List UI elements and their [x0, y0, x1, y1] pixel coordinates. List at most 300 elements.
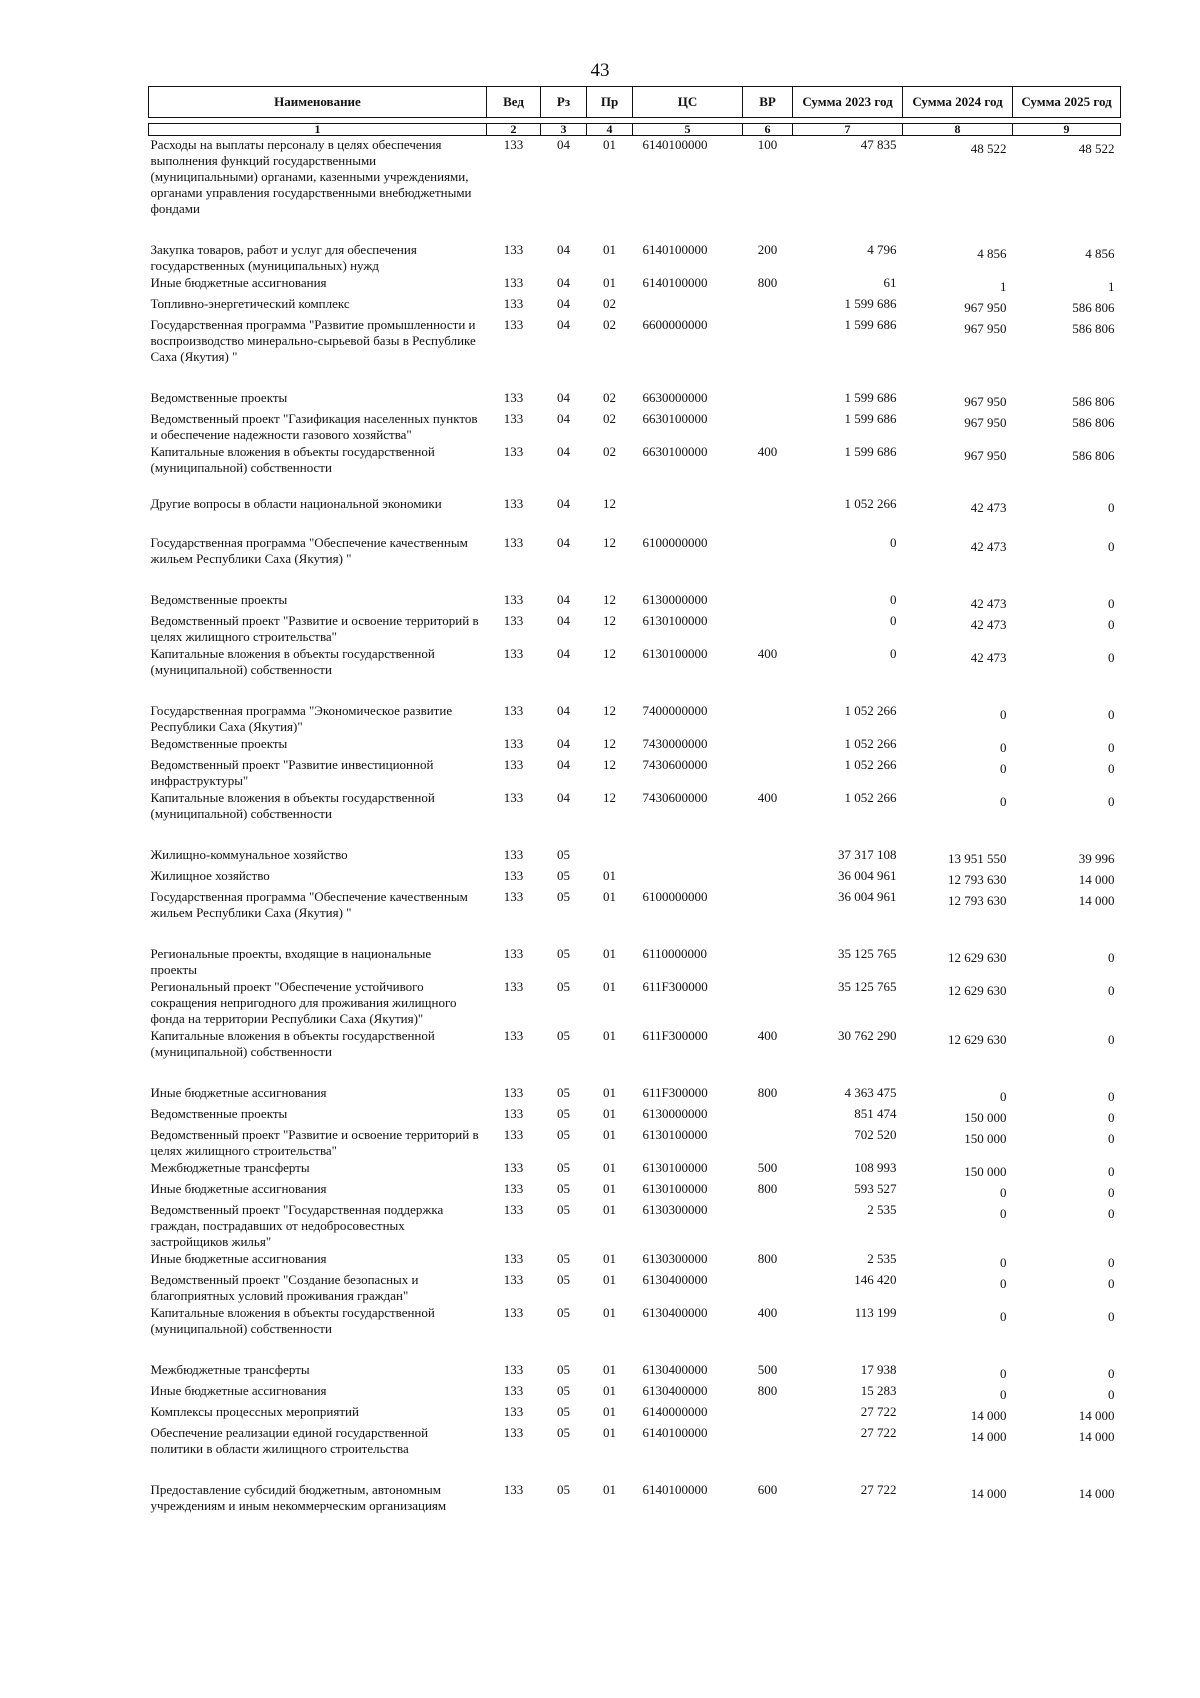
row-sum-2025: 0 [1108, 650, 1115, 665]
row-sum-2023: 0 [890, 535, 897, 550]
row-pr: 12 [603, 790, 616, 805]
table-row [149, 389, 1121, 410]
row-vr [743, 888, 793, 945]
row-cs: 7400000000 [642, 703, 708, 718]
row-name: Иные бюджетные ассигнования [150, 1085, 327, 1100]
header-sum-2025: Сумма 2025 год [1013, 87, 1121, 118]
row-vr: 400 [757, 646, 778, 661]
row-ved: 133 [503, 790, 524, 805]
row-rz: 04 [557, 703, 570, 718]
row-name: Капитальные вложения в объекты государственной (муниципальной) собственности [150, 646, 435, 677]
row-pr: 01 [603, 889, 616, 904]
row-cs: 6140100000 [642, 137, 708, 152]
row-ved: 133 [503, 868, 524, 883]
row-pr: 01 [603, 1305, 616, 1320]
row-name: Капитальные вложения в объекты государственной (муниципальной) собственности [150, 1028, 435, 1059]
row-rz: 05 [557, 1404, 570, 1419]
row-rz: 04 [557, 275, 570, 290]
row-pr: 12 [603, 757, 616, 772]
row-rz: 04 [557, 296, 570, 311]
row-rz: 05 [557, 1127, 570, 1142]
row-cs: 6130100000 [642, 613, 708, 628]
table-row [149, 1027, 1121, 1084]
row-pr [587, 846, 633, 867]
table-row [149, 1481, 1121, 1514]
row-sum-2025: 0 [1108, 983, 1115, 998]
row-rz: 04 [557, 790, 570, 805]
row-rz: 05 [557, 1425, 570, 1440]
row-pr: 01 [603, 1181, 616, 1196]
row-vr [743, 534, 793, 591]
row-name: Региональные проекты, входящие в национальные проекты [150, 946, 432, 977]
row-sum-2023: 851 474 [854, 1106, 897, 1121]
row-ved: 133 [503, 1028, 524, 1043]
table-row [149, 735, 1121, 756]
row-sum-2023: 1 599 686 [844, 296, 897, 311]
row-sum-2023: 30 762 290 [838, 1028, 897, 1043]
row-sum-2023: 146 420 [854, 1272, 897, 1287]
page-number: 43 [590, 60, 610, 81]
row-cs [633, 846, 743, 867]
table-row [149, 495, 1121, 534]
row-ved: 133 [503, 613, 524, 628]
column-number: 2 [487, 124, 541, 136]
row-name: Иные бюджетные ассигнования [150, 275, 327, 290]
row-rz: 05 [557, 1251, 570, 1266]
row-ved: 133 [503, 317, 524, 332]
row-ved: 133 [503, 1106, 524, 1121]
row-rz: 05 [557, 1305, 570, 1320]
table-row [149, 789, 1121, 846]
row-rz: 04 [557, 390, 570, 405]
row-vr: 800 [757, 275, 778, 290]
row-rz: 05 [557, 946, 570, 961]
row-sum-2025: 1 [1108, 279, 1115, 294]
row-name: Ведомственный проект "Развитие и освоение территорий в целях жилищного строительства" [150, 1127, 479, 1158]
column-number: 7 [793, 124, 903, 136]
row-vr: 400 [757, 790, 778, 805]
row-ved: 133 [503, 736, 524, 751]
row-pr: 01 [603, 1425, 616, 1440]
row-ved: 133 [503, 757, 524, 772]
row-sum-2025: 0 [1108, 1032, 1115, 1047]
row-name: Жилищно-коммунальное хозяйство [150, 847, 348, 862]
header-row [149, 87, 1121, 118]
row-ved: 133 [503, 242, 524, 257]
column-number: 1 [149, 124, 487, 136]
row-cs: 6630100000 [642, 444, 708, 459]
row-ved: 133 [503, 1383, 524, 1398]
column-number: 5 [633, 124, 743, 136]
row-name: Другие вопросы в области национальной экономики [150, 496, 442, 511]
row-name: Иные бюджетные ассигнования [150, 1181, 327, 1196]
row-sum-2023: 47 835 [860, 137, 897, 152]
row-cs [633, 495, 743, 534]
row-sum-2024: 12 629 630 [948, 950, 1007, 965]
table-row [149, 591, 1121, 612]
row-ved: 133 [503, 1127, 524, 1142]
row-sum-2025: 0 [1108, 1131, 1115, 1146]
row-vr: 400 [757, 444, 778, 459]
row-pr: 01 [603, 275, 616, 290]
row-cs: 611F300000 [642, 979, 708, 994]
row-vr [743, 295, 793, 316]
table-row [149, 1403, 1121, 1424]
column-number: 4 [587, 124, 633, 136]
row-name: Государственная программа "Обеспечение качественным жильем Республики Саха (Якутия) " [150, 535, 468, 566]
row-sum-2025: 586 806 [1072, 321, 1115, 336]
row-sum-2024: 150 000 [964, 1164, 1007, 1179]
row-cs: 6130100000 [642, 1160, 708, 1175]
row-sum-2025: 48 522 [1078, 141, 1115, 156]
row-cs: 6140000000 [642, 1404, 708, 1419]
row-name: Капитальные вложения в объекты государственной (муниципальной) собственности [150, 444, 435, 475]
row-sum-2024: 42 473 [970, 596, 1007, 611]
row-rz: 04 [557, 592, 570, 607]
row-sum-2025: 14 000 [1078, 872, 1115, 887]
row-rz: 05 [557, 868, 570, 883]
row-vr [743, 1201, 793, 1250]
row-ved: 133 [503, 979, 524, 994]
row-sum-2025: 586 806 [1072, 448, 1115, 463]
row-sum-2023: 1 052 266 [844, 757, 897, 772]
table-row [149, 888, 1121, 945]
row-cs: 6130400000 [642, 1305, 708, 1320]
row-sum-2023: 1 599 686 [844, 390, 897, 405]
table-row [149, 1180, 1121, 1201]
row-sum-2023: 1 599 686 [844, 411, 897, 426]
row-cs: 6130100000 [642, 1127, 708, 1142]
header-pr: Пр [587, 87, 633, 118]
row-pr: 01 [603, 1251, 616, 1266]
row-pr: 01 [603, 1482, 616, 1497]
row-sum-2023: 1 052 266 [844, 496, 897, 511]
row-sum-2023: 36 004 961 [838, 889, 897, 904]
row-sum-2023: 36 004 961 [838, 868, 897, 883]
row-pr: 01 [603, 1383, 616, 1398]
row-sum-2024: 0 [1000, 707, 1007, 722]
row-sum-2025: 14 000 [1078, 1486, 1115, 1501]
table-row [149, 410, 1121, 443]
row-sum-2023: 4 796 [867, 242, 897, 257]
row-sum-2023: 27 722 [860, 1482, 897, 1497]
row-sum-2023: 1 599 686 [844, 317, 897, 332]
row-cs: 611F300000 [642, 1028, 708, 1043]
row-sum-2024: 0 [1000, 1206, 1007, 1221]
row-sum-2023: 2 535 [867, 1202, 897, 1217]
row-sum-2025: 14 000 [1078, 893, 1115, 908]
row-sum-2024: 0 [1000, 740, 1007, 755]
row-name: Ведомственные проекты [150, 1106, 288, 1121]
row-ved: 133 [503, 1305, 524, 1320]
row-sum-2025: 0 [1108, 707, 1115, 722]
row-rz: 05 [557, 1028, 570, 1043]
row-sum-2024: 12 793 630 [948, 872, 1007, 887]
row-name: Ведомственный проект "Создание безопасных и благоприятных условий проживания граждан" [150, 1272, 419, 1303]
row-vr: 500 [757, 1362, 778, 1377]
row-rz: 04 [557, 646, 570, 661]
row-sum-2025: 39 996 [1078, 851, 1115, 866]
row-name: Расходы на выплаты персоналу в целях обеспечения выполнения функций государственными (муниципальными) органами, казенными учреждениями, органами управления государственными внебюджетными фондами [150, 137, 472, 216]
row-sum-2024: 0 [1000, 1387, 1007, 1402]
row-sum-2024: 42 473 [970, 617, 1007, 632]
row-cs: 6110000000 [642, 946, 708, 961]
row-pr: 01 [603, 1106, 616, 1121]
table-row [149, 316, 1121, 389]
table-row [149, 1424, 1121, 1481]
row-sum-2023: 0 [890, 646, 897, 661]
row-ved: 133 [503, 1425, 524, 1440]
row-rz: 05 [557, 1106, 570, 1121]
row-sum-2024: 14 000 [970, 1408, 1007, 1423]
row-sum-2024: 967 950 [964, 300, 1007, 315]
row-vr [743, 945, 793, 978]
row-cs: 6130100000 [642, 646, 708, 661]
row-sum-2024: 0 [1000, 1276, 1007, 1291]
header-sum-2023: Сумма 2023 год [793, 87, 903, 118]
table-row [149, 945, 1121, 978]
row-sum-2023: 61 [883, 275, 897, 290]
row-rz: 05 [557, 1160, 570, 1175]
table-row [149, 756, 1121, 789]
row-vr [743, 1126, 793, 1159]
table-row [149, 1250, 1121, 1271]
row-ved: 133 [503, 1251, 524, 1266]
table-row [149, 1084, 1121, 1105]
row-pr: 01 [603, 1202, 616, 1217]
table-row [149, 1201, 1121, 1250]
column-number: 6 [743, 124, 793, 136]
row-name: Государственная программа "Экономическое развитие Республики Саха (Якутия)" [150, 703, 453, 734]
row-sum-2023: 35 125 765 [838, 979, 897, 994]
row-cs: 6130400000 [642, 1383, 708, 1398]
row-vr [743, 410, 793, 443]
row-rz: 04 [557, 535, 570, 550]
row-rz: 05 [557, 1181, 570, 1196]
row-pr: 01 [603, 1404, 616, 1419]
row-cs: 6630000000 [642, 390, 708, 405]
row-pr: 01 [603, 1160, 616, 1175]
row-rz: 04 [557, 757, 570, 772]
row-sum-2023: 0 [890, 592, 897, 607]
row-ved: 133 [503, 1085, 524, 1100]
row-pr: 12 [603, 736, 616, 751]
row-vr [743, 1105, 793, 1126]
row-name: Государственная программа "Обеспечение качественным жильем Республики Саха (Якутия) " [150, 889, 468, 920]
row-ved: 133 [503, 1362, 524, 1377]
row-rz: 04 [557, 137, 570, 152]
row-ved: 133 [503, 703, 524, 718]
row-sum-2023: 108 993 [854, 1160, 897, 1175]
row-sum-2025: 0 [1108, 740, 1115, 755]
row-name: Топливно-энергетический комплекс [150, 296, 350, 311]
row-name: Иные бюджетные ассигнования [150, 1251, 327, 1266]
row-pr: 01 [603, 868, 616, 883]
row-cs: 6630100000 [642, 411, 708, 426]
row-pr: 12 [603, 646, 616, 661]
row-sum-2024: 12 629 630 [948, 1032, 1007, 1047]
row-sum-2024: 14 000 [970, 1429, 1007, 1444]
row-vr [743, 389, 793, 410]
row-sum-2024: 0 [1000, 761, 1007, 776]
row-pr: 01 [603, 1362, 616, 1377]
row-vr [743, 978, 793, 1027]
row-name: Межбюджетные трансферты [150, 1160, 310, 1175]
row-ved: 133 [503, 1181, 524, 1196]
row-vr [743, 591, 793, 612]
row-sum-2025: 586 806 [1072, 415, 1115, 430]
row-cs: 7430600000 [642, 790, 708, 805]
row-ved: 133 [503, 296, 524, 311]
row-sum-2025: 586 806 [1072, 300, 1115, 315]
header-sum-2024: Сумма 2024 год [903, 87, 1013, 118]
table-row [149, 867, 1121, 888]
row-name: Предоставление субсидий бюджетным, автономным учреждениям и иным некоммерческим организациям [150, 1482, 447, 1513]
table-row [149, 978, 1121, 1027]
row-sum-2024: 48 522 [970, 141, 1007, 156]
row-ved: 133 [503, 1482, 524, 1497]
row-vr [743, 846, 793, 867]
row-vr [743, 612, 793, 645]
row-vr: 800 [757, 1085, 778, 1100]
row-name: Капитальные вложения в объекты государственной (муниципальной) собственности [150, 1305, 435, 1336]
table-row [149, 295, 1121, 316]
row-vr [743, 867, 793, 888]
row-sum-2024: 967 950 [964, 321, 1007, 336]
table-row [149, 274, 1121, 295]
row-vr: 200 [757, 242, 778, 257]
row-ved: 133 [503, 946, 524, 961]
row-vr: 600 [757, 1482, 778, 1497]
row-sum-2025: 0 [1108, 794, 1115, 809]
table-body [149, 136, 1121, 1515]
row-name: Межбюджетные трансферты [150, 1362, 310, 1377]
row-vr [743, 1424, 793, 1481]
row-pr: 02 [603, 296, 616, 311]
row-vr: 800 [757, 1181, 778, 1196]
table-row [149, 645, 1121, 702]
column-number: 9 [1013, 124, 1121, 136]
row-name: Региональный проект "Обеспечение устойчивого сокращения непригодного для проживания жилищного фонда на территории Республики Саха (Якутия)" [150, 979, 457, 1026]
row-sum-2025: 14 000 [1078, 1408, 1115, 1423]
row-ved: 133 [503, 592, 524, 607]
row-ved: 133 [503, 1272, 524, 1287]
row-sum-2024: 0 [1000, 1309, 1007, 1324]
column-number: 8 [903, 124, 1013, 136]
row-vr [743, 1271, 793, 1304]
row-sum-2024: 14 000 [970, 1486, 1007, 1501]
row-rz: 04 [557, 496, 570, 511]
row-name: Комплексы процессных мероприятий [150, 1404, 359, 1419]
row-sum-2025: 586 806 [1072, 394, 1115, 409]
row-sum-2024: 0 [1000, 1185, 1007, 1200]
row-sum-2024: 967 950 [964, 448, 1007, 463]
row-sum-2025: 0 [1108, 761, 1115, 776]
row-cs [633, 295, 743, 316]
row-sum-2024: 150 000 [964, 1131, 1007, 1146]
row-name: Капитальные вложения в объекты государственной (муниципальной) собственности [150, 790, 435, 821]
row-name: Государственная программа "Развитие промышленности и воспроизводство минерально-сырьевой базы в Республике Саха (Якутия) " [150, 317, 476, 364]
row-cs: 7430600000 [642, 757, 708, 772]
row-cs: 6140100000 [642, 1482, 708, 1497]
row-pr: 01 [603, 1127, 616, 1142]
header-cs: ЦС [633, 87, 743, 118]
row-name: Иные бюджетные ассигнования [150, 1383, 327, 1398]
row-vr: 100 [757, 137, 778, 152]
row-rz: 04 [557, 613, 570, 628]
row-rz: 04 [557, 736, 570, 751]
row-cs: 6130300000 [642, 1202, 708, 1217]
row-ved: 133 [503, 1202, 524, 1217]
row-sum-2023: 702 520 [854, 1127, 897, 1142]
row-vr [743, 316, 793, 389]
row-pr: 01 [603, 979, 616, 994]
row-sum-2025: 0 [1108, 1387, 1115, 1402]
row-vr: 800 [757, 1383, 778, 1398]
row-vr: 500 [757, 1160, 778, 1175]
row-vr [743, 756, 793, 789]
header-rz: Рз [541, 87, 587, 118]
row-sum-2025: 0 [1108, 1206, 1115, 1221]
row-pr: 02 [603, 317, 616, 332]
table-row [149, 443, 1121, 495]
row-sum-2023: 2 535 [867, 1251, 897, 1266]
row-vr [743, 1403, 793, 1424]
row-pr: 01 [603, 1272, 616, 1287]
row-rz: 04 [557, 444, 570, 459]
row-sum-2025: 0 [1108, 950, 1115, 965]
table-row [149, 1382, 1121, 1403]
row-sum-2025: 0 [1108, 539, 1115, 554]
row-cs: 6600000000 [642, 317, 708, 332]
row-sum-2024: 1 [1000, 279, 1007, 294]
row-cs: 6100000000 [642, 889, 708, 904]
row-sum-2023: 4 363 475 [844, 1085, 897, 1100]
row-sum-2025: 0 [1108, 1089, 1115, 1104]
row-ved: 133 [503, 1404, 524, 1419]
row-rz: 05 [557, 847, 570, 862]
row-name: Ведомственный проект "Государственная поддержка граждан, пострадавших от недобросовестных застройщиков жилья" [150, 1202, 444, 1249]
table-row [149, 1105, 1121, 1126]
row-vr [743, 735, 793, 756]
row-pr: 01 [603, 946, 616, 961]
row-sum-2023: 1 052 266 [844, 736, 897, 751]
table-row [149, 1126, 1121, 1159]
row-sum-2024: 150 000 [964, 1110, 1007, 1125]
row-sum-2024: 42 473 [970, 500, 1007, 515]
row-sum-2025: 0 [1108, 1255, 1115, 1270]
table-row [149, 846, 1121, 867]
row-cs: 6140100000 [642, 275, 708, 290]
row-sum-2024: 42 473 [970, 650, 1007, 665]
row-sum-2025: 0 [1108, 1366, 1115, 1381]
table-row [149, 1159, 1121, 1180]
row-ved: 133 [503, 137, 524, 152]
row-sum-2023: 1 599 686 [844, 444, 897, 459]
row-rz: 05 [557, 1202, 570, 1217]
row-rz: 05 [557, 1272, 570, 1287]
row-sum-2024: 0 [1000, 1255, 1007, 1270]
row-sum-2025: 0 [1108, 596, 1115, 611]
row-pr: 02 [603, 390, 616, 405]
table-row [149, 534, 1121, 591]
row-name: Ведомственный проект "Развитие и освоение территорий в целях жилищного строительства" [150, 613, 479, 644]
row-rz: 05 [557, 979, 570, 994]
row-sum-2024: 0 [1000, 794, 1007, 809]
row-pr: 01 [603, 137, 616, 152]
row-name: Закупка товаров, работ и услуг для обеспечения государственных (муниципальных) нужд [150, 242, 417, 273]
row-ved: 133 [503, 444, 524, 459]
